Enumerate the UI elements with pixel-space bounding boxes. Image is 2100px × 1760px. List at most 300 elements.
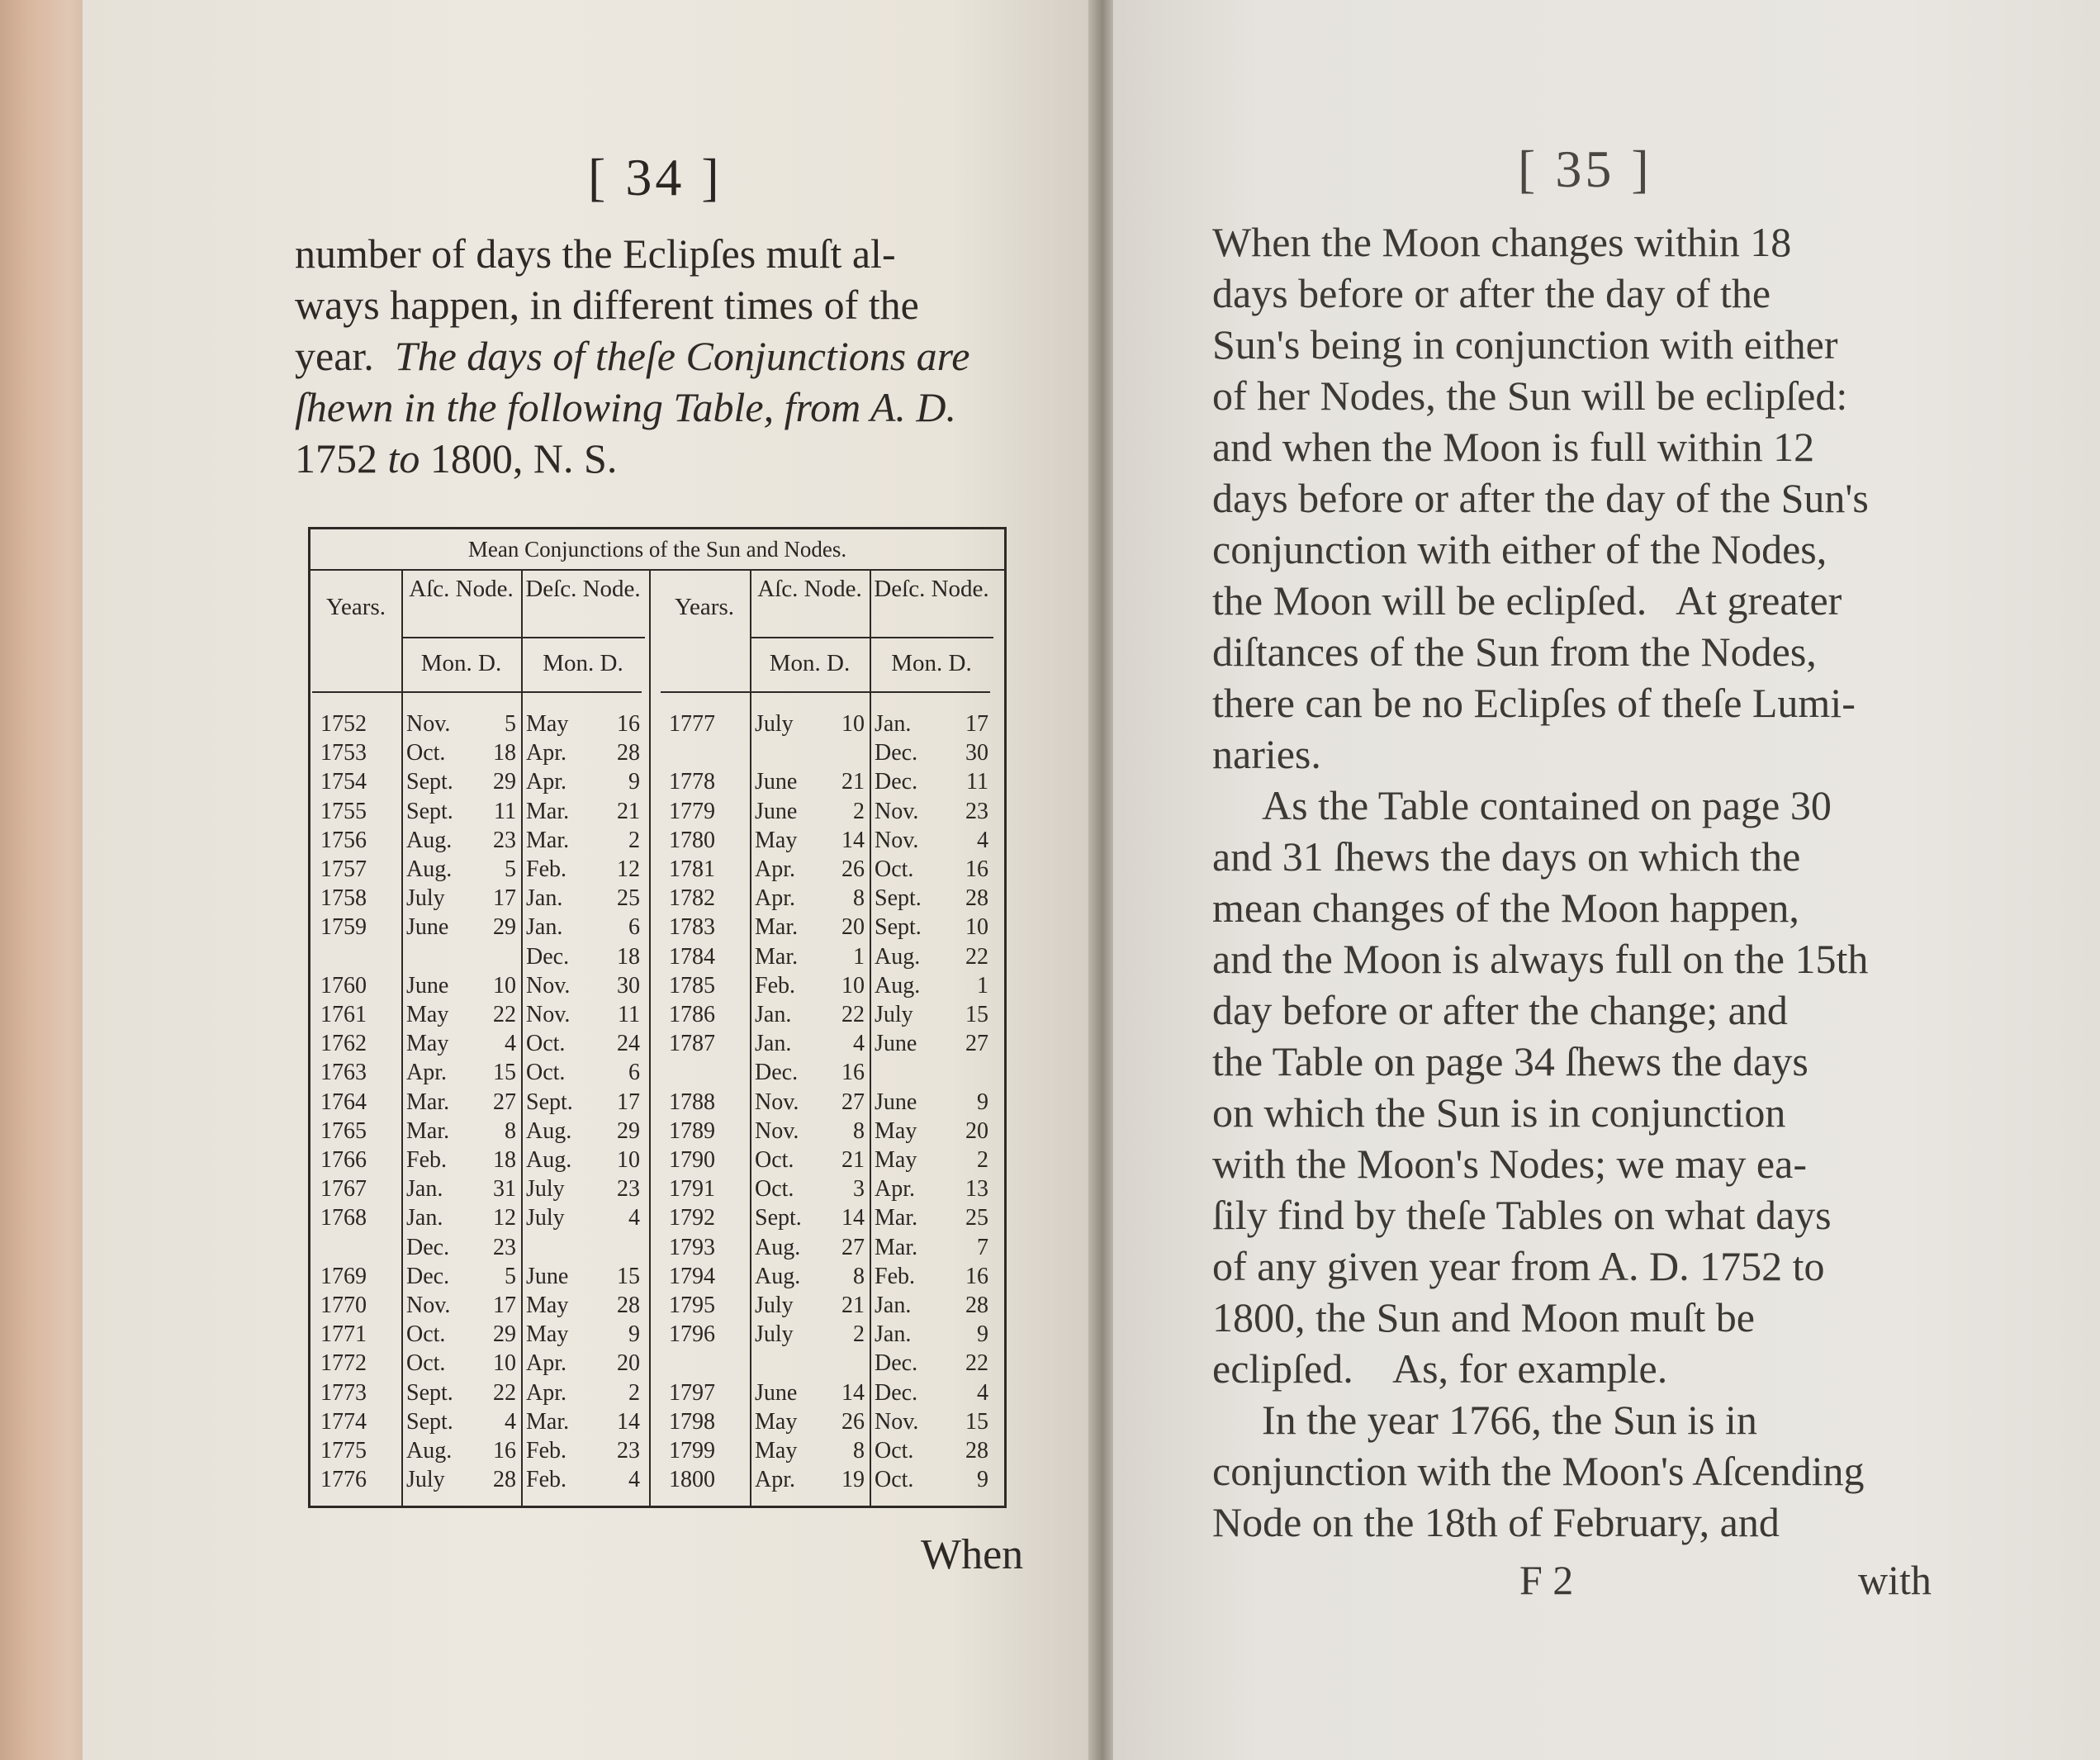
- desc-day-cell: 6: [628, 1060, 640, 1086]
- desc-day-cell: 25: [965, 1205, 988, 1231]
- desc-day-cell: 7: [977, 1234, 988, 1260]
- asc-month-cell: Aug.: [755, 1263, 801, 1289]
- year-cell: 1785: [669, 972, 715, 999]
- header-rule: [401, 637, 645, 638]
- asc-month-cell: Feb.: [406, 1147, 447, 1173]
- asc-month-cell: July: [755, 711, 794, 737]
- desc-day-cell: 2: [628, 1379, 640, 1406]
- asc-month-cell: Oct.: [755, 1176, 794, 1203]
- desc-day-cell: 23: [617, 1176, 640, 1203]
- desc-month-cell: Apr.: [526, 1350, 566, 1377]
- asc-month-cell: June: [755, 1379, 798, 1406]
- desc-month-cell: Dec.: [875, 1379, 918, 1406]
- year-cell: 1762: [320, 1031, 367, 1057]
- asc-month-cell: Jan.: [406, 1205, 443, 1231]
- asc-day-cell: 18: [493, 740, 516, 766]
- asc-day-cell: 10: [493, 972, 516, 999]
- text-line: In the year 1766, the Sun is in: [1262, 1397, 1757, 1443]
- desc-day-cell: 22: [965, 943, 988, 970]
- desc-day-cell: 15: [965, 1002, 988, 1027]
- year-cell: 1791: [669, 1176, 715, 1203]
- asc-month-cell: Dec.: [406, 1234, 450, 1260]
- desc-day-cell: 17: [617, 1089, 640, 1115]
- text-line: When the Moon changes within 18: [1212, 219, 1792, 265]
- asc-day-cell: 12: [493, 1205, 516, 1231]
- column-header: Aſc. Node.: [757, 576, 862, 602]
- column-subheader: Mon. D.: [891, 650, 972, 676]
- asc-month-cell: Sept.: [755, 1205, 802, 1231]
- desc-day-cell: 4: [628, 1205, 640, 1231]
- asc-month-cell: Mar.: [755, 914, 799, 941]
- desc-month-cell: Apr.: [526, 740, 566, 766]
- asc-day-cell: 22: [493, 1002, 516, 1027]
- desc-month-cell: Nov.: [526, 1002, 571, 1027]
- asc-day-cell: 10: [493, 1350, 516, 1377]
- asc-month-cell: Nov.: [755, 1089, 799, 1115]
- asc-month-cell: Jan.: [755, 1002, 792, 1027]
- column-subheader: Mon. D.: [543, 650, 623, 676]
- desc-day-cell: 12: [617, 856, 640, 882]
- asc-day-cell: 5: [505, 856, 516, 882]
- column-rule: [750, 569, 751, 1506]
- year-cell: 1753: [320, 740, 367, 766]
- column-rule: [870, 569, 871, 1506]
- desc-month-cell: May: [526, 1293, 569, 1318]
- year-cell: 1765: [320, 1117, 367, 1144]
- text-line: Node on the 18th of February, and: [1212, 1499, 1780, 1545]
- desc-month-cell: Dec.: [875, 740, 918, 766]
- desc-day-cell: 9: [628, 1321, 640, 1348]
- asc-month-cell: Nov.: [755, 1117, 799, 1144]
- left-catchword: When: [921, 1531, 1024, 1578]
- desc-day-cell: 15: [617, 1263, 640, 1289]
- asc-day-cell: 21: [841, 1293, 865, 1318]
- desc-month-cell: July: [875, 1002, 913, 1027]
- asc-month-cell: Oct.: [406, 740, 446, 766]
- desc-month-cell: July: [526, 1205, 565, 1231]
- desc-month-cell: May: [875, 1147, 917, 1173]
- asc-month-cell: Aug.: [755, 1234, 801, 1260]
- column-rule: [401, 569, 403, 1506]
- desc-day-cell: 20: [617, 1350, 640, 1377]
- text-line: day before or after the change; and: [1212, 987, 1788, 1033]
- year-cell: 1766: [320, 1147, 367, 1173]
- desc-month-cell: Jan.: [526, 914, 563, 941]
- year-cell: 1760: [320, 972, 367, 999]
- desc-day-cell: 16: [965, 856, 988, 882]
- year-cell: 1764: [320, 1089, 367, 1115]
- conjunctions-table: [308, 527, 1007, 1508]
- desc-day-cell: 14: [617, 1408, 640, 1435]
- asc-month-cell: Mar.: [406, 1089, 450, 1115]
- year-cell: 1782: [669, 885, 715, 912]
- desc-month-cell: Oct.: [875, 1438, 914, 1464]
- asc-day-cell: 4: [505, 1408, 516, 1435]
- right-page-text: [1212, 216, 1946, 1548]
- asc-day-cell: 4: [505, 1031, 516, 1057]
- desc-day-cell: 9: [977, 1321, 988, 1348]
- asc-month-cell: Oct.: [406, 1321, 446, 1348]
- asc-month-cell: Mar.: [406, 1117, 450, 1144]
- desc-month-cell: Dec.: [875, 769, 918, 795]
- desc-month-cell: Mar.: [526, 1408, 570, 1435]
- asc-month-cell: Oct.: [406, 1350, 446, 1377]
- asc-day-cell: 29: [493, 769, 516, 795]
- year-cell: 1788: [669, 1089, 715, 1115]
- right-catchword: with: [1858, 1557, 1932, 1603]
- column-header: Deſc. Node.: [874, 576, 989, 602]
- desc-day-cell: 6: [628, 914, 640, 941]
- text-line: days before or after the day of the Sun's: [1212, 475, 1869, 521]
- asc-month-cell: Aug.: [406, 1438, 453, 1464]
- asc-month-cell: July: [406, 885, 445, 912]
- desc-day-cell: 29: [617, 1117, 640, 1144]
- asc-day-cell: 14: [841, 1205, 865, 1231]
- asc-month-cell: Jan.: [755, 1031, 792, 1057]
- desc-day-cell: 28: [617, 1293, 640, 1318]
- desc-day-cell: 11: [966, 769, 988, 795]
- column-subheader: Mon. D.: [420, 650, 502, 676]
- asc-month-cell: June: [755, 769, 798, 795]
- asc-day-cell: 23: [493, 1234, 516, 1260]
- desc-day-cell: 11: [618, 1002, 640, 1027]
- desc-month-cell: Feb.: [526, 1467, 566, 1493]
- desc-month-cell: Jan.: [526, 885, 563, 912]
- desc-month-cell: Sept.: [875, 914, 922, 941]
- year-cell: 1794: [669, 1263, 715, 1289]
- year-cell: 1800: [669, 1467, 715, 1493]
- desc-day-cell: 27: [965, 1031, 988, 1057]
- asc-month-cell: Aug.: [406, 856, 453, 882]
- text-line: of any given year from A. D. 1752 to: [1212, 1243, 1825, 1289]
- asc-day-cell: 16: [493, 1438, 516, 1464]
- asc-month-cell: Nov.: [406, 1293, 451, 1318]
- asc-day-cell: 27: [841, 1089, 865, 1115]
- asc-month-cell: Sept.: [406, 1408, 453, 1435]
- asc-month-cell: July: [755, 1293, 794, 1318]
- desc-day-cell: 16: [965, 1263, 988, 1289]
- desc-day-cell: 2: [977, 1147, 988, 1173]
- asc-day-cell: 2: [853, 1321, 865, 1348]
- text-line: there can be no Eclipſes of theſe Lumi-: [1212, 680, 1856, 726]
- year-cell: 1773: [320, 1379, 367, 1406]
- asc-month-cell: July: [406, 1467, 445, 1493]
- year-cell: 1756: [320, 827, 367, 853]
- desc-month-cell: Aug.: [526, 1147, 572, 1173]
- desc-month-cell: Apr.: [875, 1176, 915, 1203]
- desc-day-cell: 18: [617, 943, 640, 970]
- desc-day-cell: 24: [617, 1031, 640, 1057]
- text-line: 1752 to 1800, N. S.: [295, 435, 618, 482]
- asc-day-cell: 26: [841, 1408, 865, 1435]
- text-line: 1800, the Sun and Moon muſt be: [1212, 1294, 1755, 1340]
- desc-day-cell: 23: [965, 798, 988, 824]
- desc-day-cell: 9: [977, 1089, 988, 1115]
- asc-day-cell: 17: [493, 885, 516, 912]
- text-line: ſhewn in the following Table, from A. D.: [295, 384, 956, 430]
- desc-month-cell: Jan.: [875, 1321, 912, 1348]
- asc-day-cell: 18: [493, 1147, 516, 1173]
- column-header: Aſc. Node.: [409, 576, 514, 602]
- asc-month-cell: Sept.: [406, 769, 453, 795]
- desc-month-cell: May: [875, 1117, 917, 1144]
- desc-day-cell: 15: [965, 1408, 988, 1435]
- column-header: Years.: [675, 594, 734, 620]
- asc-month-cell: June: [755, 798, 798, 824]
- year-cell: 1761: [320, 1002, 367, 1027]
- asc-day-cell: 8: [853, 885, 865, 912]
- desc-month-cell: June: [875, 1089, 917, 1115]
- asc-day-cell: 5: [505, 711, 516, 737]
- year-cell: 1754: [320, 769, 367, 795]
- text-line: As the Table contained on page 30: [1262, 782, 1832, 828]
- desc-day-cell: 13: [965, 1176, 988, 1203]
- desc-day-cell: 9: [628, 769, 640, 795]
- desc-day-cell: 30: [965, 740, 988, 766]
- text-line: year. The days of theſe Conjunctions are: [295, 333, 970, 379]
- asc-day-cell: 23: [493, 827, 516, 853]
- desc-month-cell: Nov.: [526, 972, 571, 999]
- year-cell: 1780: [669, 827, 715, 853]
- header-rule: [750, 637, 993, 638]
- desc-month-cell: Dec.: [526, 943, 570, 970]
- year-cell: 1792: [669, 1205, 715, 1231]
- desc-day-cell: 10: [617, 1147, 640, 1173]
- asc-day-cell: 27: [493, 1089, 516, 1115]
- asc-day-cell: 29: [493, 914, 516, 941]
- desc-day-cell: 9: [977, 1467, 988, 1493]
- desc-month-cell: May: [526, 711, 569, 737]
- year-cell: 1758: [320, 885, 367, 912]
- text-line: on which the Sun is in conjunction: [1212, 1089, 1786, 1136]
- desc-month-cell: Mar.: [526, 827, 570, 853]
- header-rule: [661, 691, 990, 693]
- text-line: conjunction with either of the Nodes,: [1212, 526, 1827, 572]
- asc-month-cell: Nov.: [406, 711, 451, 737]
- year-cell: 1786: [669, 1002, 715, 1027]
- year-cell: 1787: [669, 1031, 715, 1057]
- desc-month-cell: Feb.: [526, 856, 566, 882]
- year-cell: 1793: [669, 1234, 715, 1260]
- column-header: Years.: [326, 594, 386, 620]
- text-line: diſtances of the Sun from the Nodes,: [1212, 629, 1817, 675]
- year-cell: 1799: [669, 1438, 715, 1464]
- year-cell: 1779: [669, 798, 715, 824]
- desc-day-cell: 28: [965, 1438, 988, 1464]
- asc-day-cell: 10: [841, 972, 865, 999]
- asc-day-cell: 16: [841, 1060, 865, 1086]
- desc-day-cell: 21: [617, 798, 640, 824]
- asc-day-cell: 14: [841, 1379, 865, 1406]
- asc-month-cell: Jan.: [406, 1176, 443, 1203]
- asc-day-cell: 1: [853, 943, 865, 970]
- asc-day-cell: 4: [853, 1031, 865, 1057]
- desc-month-cell: Apr.: [526, 769, 566, 795]
- year-cell: 1775: [320, 1438, 367, 1464]
- asc-month-cell: May: [755, 1438, 798, 1464]
- asc-day-cell: 10: [841, 711, 865, 737]
- text-line: and the Moon is always full on the 15th: [1212, 936, 1869, 982]
- column-subheader: Mon. D.: [769, 650, 851, 676]
- year-cell: 1789: [669, 1117, 715, 1144]
- asc-day-cell: 31: [493, 1176, 516, 1203]
- left-page-number: [ 34 ]: [588, 148, 723, 206]
- desc-day-cell: 28: [617, 740, 640, 766]
- year-cell: 1790: [669, 1147, 715, 1173]
- year-cell: 1763: [320, 1060, 367, 1086]
- asc-day-cell: 29: [493, 1321, 516, 1348]
- desc-day-cell: 10: [965, 914, 988, 941]
- desc-day-cell: 1: [977, 972, 988, 999]
- asc-month-cell: Apr.: [755, 856, 795, 882]
- asc-month-cell: Dec.: [755, 1060, 799, 1086]
- year-cell: 1752: [320, 711, 367, 737]
- desc-day-cell: 4: [628, 1467, 640, 1493]
- desc-month-cell: Oct.: [526, 1031, 566, 1057]
- text-line: number of days the Eclipſes muſt al-: [295, 230, 896, 277]
- desc-day-cell: 4: [977, 827, 988, 853]
- year-cell: 1776: [320, 1467, 367, 1493]
- text-line: days before or after the day of the: [1212, 270, 1771, 316]
- asc-day-cell: 28: [493, 1467, 516, 1493]
- text-line: ſily find by theſe Tables on what days: [1212, 1192, 1832, 1238]
- text-line: conjunction with the Moon's Aſcending: [1212, 1448, 1865, 1494]
- column-rule: [649, 569, 651, 1506]
- year-cell: 1767: [320, 1176, 367, 1203]
- desc-month-cell: Apr.: [526, 1379, 566, 1406]
- desc-month-cell: Feb.: [875, 1263, 915, 1289]
- desc-day-cell: 16: [617, 711, 640, 737]
- asc-day-cell: 8: [853, 1438, 865, 1464]
- year-cell: 1757: [320, 856, 367, 882]
- desc-month-cell: Jan.: [875, 711, 912, 737]
- asc-month-cell: May: [406, 1031, 449, 1057]
- desc-day-cell: 17: [965, 711, 988, 737]
- book-gutter: [1088, 0, 1116, 1760]
- desc-month-cell: Feb.: [526, 1438, 566, 1464]
- year-cell: 1770: [320, 1293, 367, 1318]
- column-rule: [521, 569, 523, 1506]
- year-cell: 1774: [320, 1408, 367, 1435]
- year-cell: 1797: [669, 1379, 715, 1406]
- asc-day-cell: 21: [841, 769, 865, 795]
- desc-day-cell: 28: [965, 1293, 988, 1318]
- asc-month-cell: Sept.: [406, 1379, 453, 1406]
- desc-month-cell: Oct.: [875, 1467, 914, 1493]
- desc-month-cell: Oct.: [875, 856, 914, 882]
- year-cell: 1759: [320, 914, 367, 941]
- asc-day-cell: 8: [853, 1263, 865, 1289]
- desc-day-cell: 23: [617, 1438, 640, 1464]
- table-title: Mean Conjunctions of the Sun and Nodes.: [310, 529, 1004, 571]
- desc-day-cell: 22: [965, 1350, 988, 1377]
- year-cell: 1771: [320, 1321, 367, 1348]
- asc-day-cell: 17: [493, 1293, 516, 1318]
- year-cell: 1778: [669, 769, 715, 795]
- asc-day-cell: 11: [494, 798, 516, 824]
- desc-day-cell: 2: [628, 827, 640, 853]
- desc-month-cell: Mar.: [875, 1205, 918, 1231]
- desc-month-cell: Jan.: [875, 1293, 912, 1318]
- desc-month-cell: May: [526, 1321, 569, 1348]
- desc-month-cell: Nov.: [875, 827, 919, 853]
- asc-month-cell: May: [755, 1408, 798, 1435]
- year-cell: 1755: [320, 798, 367, 824]
- header-rule: [312, 691, 642, 693]
- asc-day-cell: 2: [853, 798, 865, 824]
- text-line: with the Moon's Nodes; we may ea-: [1212, 1141, 1807, 1187]
- text-line: ways happen, in different times of the: [295, 282, 919, 328]
- asc-month-cell: Apr.: [755, 885, 795, 912]
- right-page-number: [ 35 ]: [1518, 140, 1652, 198]
- text-line: eclipſed. As, for example.: [1212, 1345, 1668, 1392]
- asc-day-cell: 5: [505, 1263, 516, 1289]
- desc-month-cell: Sept.: [875, 885, 922, 912]
- asc-day-cell: 8: [505, 1117, 516, 1144]
- desc-month-cell: Aug.: [875, 972, 921, 999]
- asc-month-cell: June: [406, 914, 449, 941]
- text-line: and when the Moon is full within 12: [1212, 424, 1815, 470]
- asc-day-cell: 22: [841, 1002, 865, 1027]
- year-cell: 1768: [320, 1205, 367, 1231]
- desc-month-cell: Sept.: [526, 1089, 573, 1115]
- asc-day-cell: 14: [841, 827, 865, 853]
- signature-mark: F 2: [1519, 1557, 1574, 1603]
- asc-month-cell: Dec.: [406, 1263, 450, 1289]
- desc-day-cell: 25: [617, 885, 640, 912]
- year-cell: 1783: [669, 914, 715, 941]
- text-line: the Table on page 34 ſhews the days: [1212, 1038, 1808, 1084]
- asc-day-cell: 27: [841, 1234, 865, 1260]
- asc-month-cell: Oct.: [755, 1147, 794, 1173]
- asc-month-cell: Apr.: [406, 1060, 447, 1086]
- text-line: Sun's being in conjunction with either: [1212, 321, 1838, 368]
- desc-month-cell: Aug.: [526, 1117, 572, 1144]
- column-header: Deſc. Node.: [525, 576, 641, 602]
- text-line: mean changes of the Moon happen,: [1212, 885, 1799, 931]
- year-cell: 1777: [669, 711, 715, 737]
- desc-month-cell: Dec.: [875, 1350, 918, 1377]
- year-cell: 1784: [669, 943, 715, 970]
- asc-month-cell: July: [755, 1321, 794, 1348]
- desc-month-cell: July: [526, 1176, 565, 1203]
- desc-month-cell: June: [526, 1263, 569, 1289]
- asc-month-cell: June: [406, 972, 449, 999]
- asc-month-cell: Feb.: [755, 972, 795, 999]
- asc-month-cell: Sept.: [406, 798, 453, 824]
- desc-day-cell: 20: [965, 1117, 988, 1144]
- asc-day-cell: 8: [853, 1117, 865, 1144]
- desc-day-cell: 30: [617, 972, 640, 999]
- left-page-text: [295, 228, 1038, 484]
- asc-day-cell: 3: [853, 1176, 865, 1203]
- desc-month-cell: Nov.: [875, 1408, 919, 1435]
- asc-month-cell: Aug.: [406, 827, 453, 853]
- asc-day-cell: 15: [493, 1060, 516, 1086]
- year-cell: 1772: [320, 1350, 367, 1377]
- desc-month-cell: Nov.: [875, 798, 919, 824]
- asc-month-cell: Mar.: [755, 943, 799, 970]
- asc-day-cell: 22: [493, 1379, 516, 1406]
- desc-month-cell: Oct.: [526, 1060, 566, 1086]
- desc-day-cell: 4: [977, 1379, 988, 1406]
- year-cell: 1798: [669, 1408, 715, 1435]
- desc-day-cell: 28: [965, 885, 988, 912]
- asc-day-cell: 26: [841, 856, 865, 882]
- text-line: and 31 ſhews the days on which the: [1212, 833, 1801, 880]
- asc-month-cell: May: [755, 827, 798, 853]
- year-cell: 1769: [320, 1263, 367, 1289]
